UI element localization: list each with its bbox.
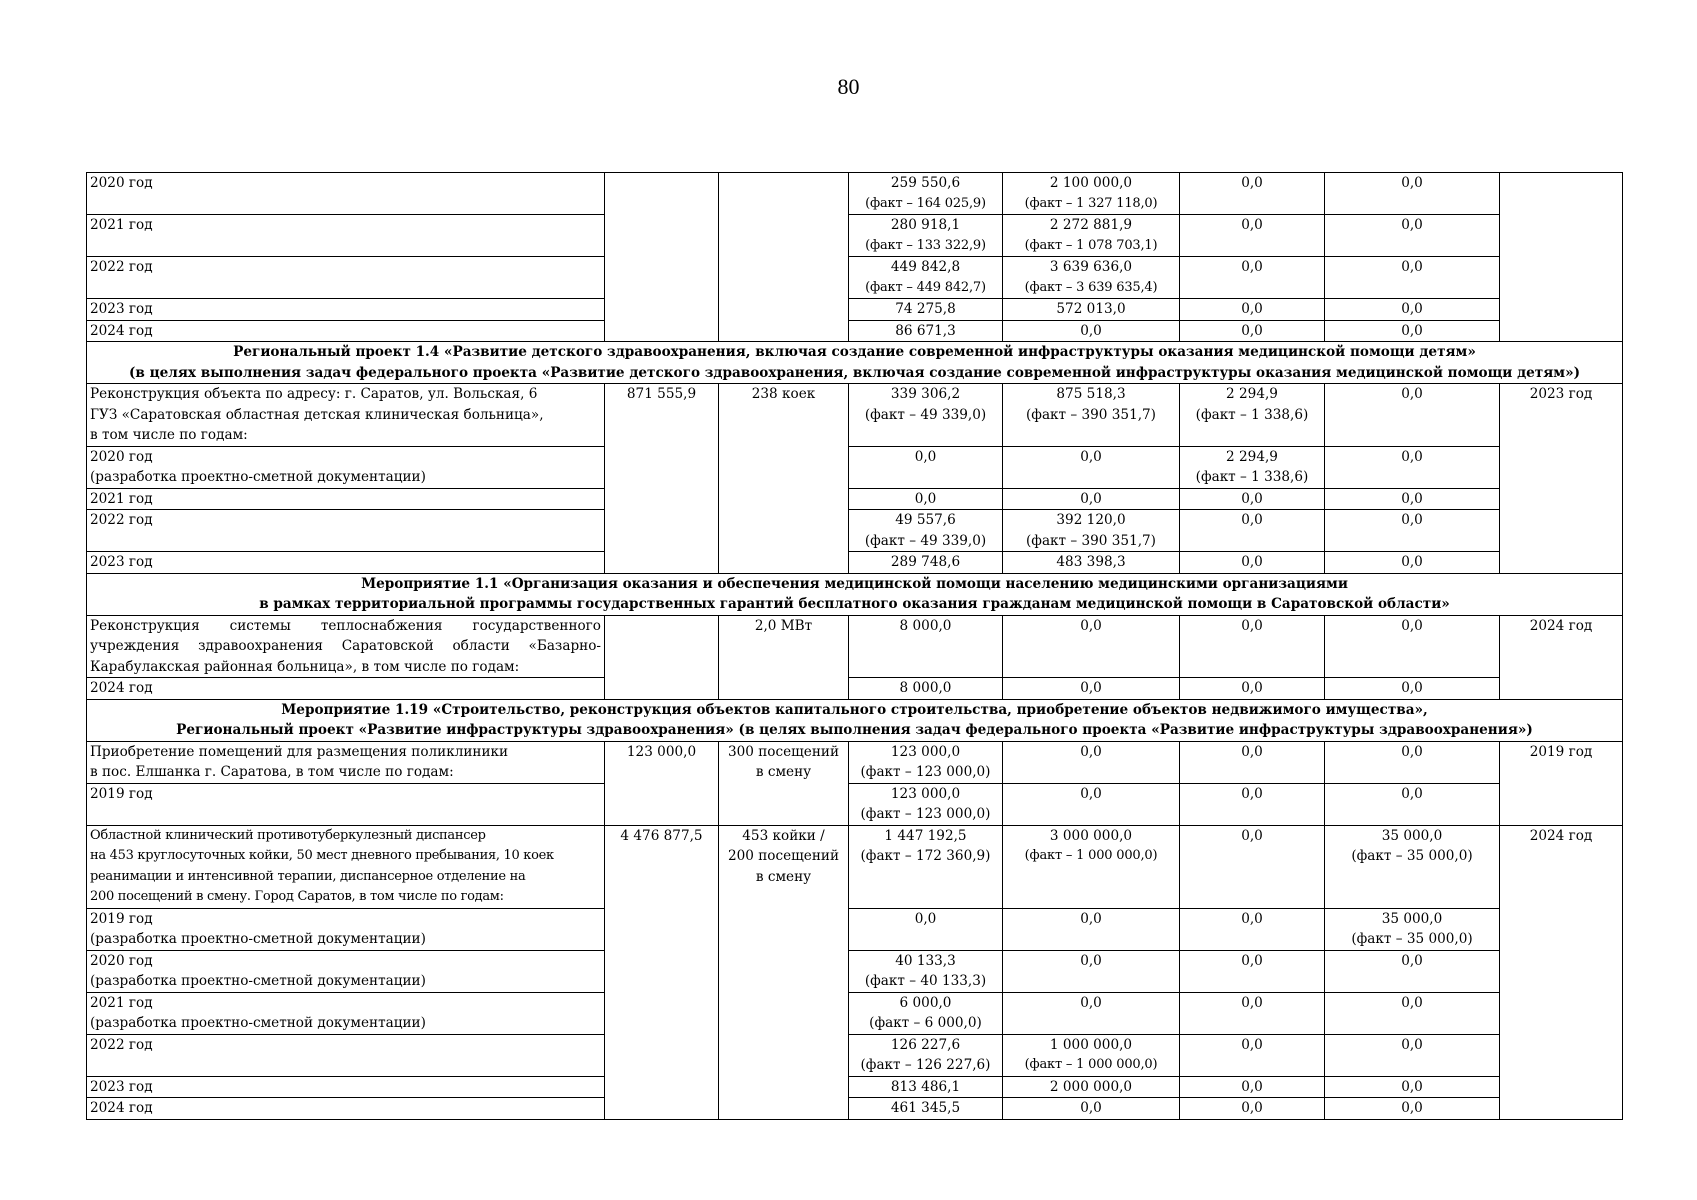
value-cell: 0,0 [1003, 783, 1180, 825]
value-cell: 0,0 [1180, 783, 1325, 825]
row-label: 2023 год [87, 299, 605, 321]
table-row [87, 741, 1623, 783]
value-cell: 0,0 [1325, 1076, 1500, 1098]
section-header: Региональный проект 1.4 «Развитие детского здравоохранения, включая создание современной инфраструктуры оказания медицинской помощи детям» (в целях выполнения задач федерального проекта «Развитие детского здравоохранения, включая создание современной инфраструктуры оказания медицинской помощи детям») [87, 342, 1623, 384]
value-cell: 0,0 [1180, 992, 1325, 1034]
row-label: 2021 год [87, 215, 605, 257]
value-cell: 0,0 [1180, 173, 1325, 215]
table-row [87, 615, 1623, 678]
row-label: 2024 год [87, 678, 605, 700]
table-row [87, 950, 1623, 992]
value-cell: 8 000,0 [849, 615, 1003, 678]
row-label: 2020 год (разработка проектно-сметной документации) [87, 446, 605, 488]
table-row [87, 1076, 1623, 1098]
table-row [87, 1098, 1623, 1120]
value-cell: 35 000,0 (факт – 35 000,0) [1325, 908, 1500, 950]
value-cell: 289 748,6 [849, 552, 1003, 574]
section-header: Мероприятие 1.19 «Строительство, реконструкция объектов капитального строительства, приобретение объектов недвижимого имущества», Региональный проект «Развитие инфраструктуры здравоохранения» (в целях выполнения задач федерального проекта «Развитие инфраструктуры здравоохранения») [87, 699, 1623, 741]
value-cell: 813 486,1 [849, 1076, 1003, 1098]
table-body [87, 173, 1623, 1120]
value-cell: 35 000,0 (факт – 35 000,0) [1325, 825, 1500, 908]
table-row [87, 488, 1623, 510]
value-cell: 0,0 [1003, 950, 1180, 992]
table-row [87, 299, 1623, 321]
section-header-row [87, 699, 1623, 741]
value-cell: 339 306,2 (факт – 49 339,0) [849, 384, 1003, 447]
value-cell: 0,0 [1003, 678, 1180, 700]
table-row [87, 510, 1623, 552]
value-cell: 0,0 [1180, 320, 1325, 342]
value-cell: 0,0 [1003, 615, 1180, 678]
value-cell: 0,0 [1003, 1098, 1180, 1120]
row-label: 2021 год [87, 488, 605, 510]
value-cell: 572 013,0 [1003, 299, 1180, 321]
value-cell: 0,0 [1180, 950, 1325, 992]
value-cell: 74 275,8 [849, 299, 1003, 321]
value-cell: 0,0 [849, 488, 1003, 510]
value-cell: 483 398,3 [1003, 552, 1180, 574]
table-row [87, 552, 1623, 574]
object-name: Реконструкция системы теплоснабжения государственного учреждения здравоохранения Саратовской области «Базарно-Карабулакская районная больница», в том числе по годам: [87, 615, 605, 678]
row-label: 2023 год [87, 1076, 605, 1098]
value-cell: 0,0 [1003, 488, 1180, 510]
cost-cell: 871 555,9 [605, 384, 719, 574]
object-name: Приобретение помещений для размещения поликлиники в пос. Елшанка г. Саратова, в том числе по годам: [87, 741, 605, 783]
value-cell: 0,0 [1180, 215, 1325, 257]
value-cell: 8 000,0 [849, 678, 1003, 700]
row-label: 2022 год [87, 257, 605, 299]
row-label: 2023 год [87, 552, 605, 574]
value-cell: 0,0 [1325, 215, 1500, 257]
row-label: 2020 год [87, 173, 605, 215]
capacity-cell: 238 коек [719, 384, 849, 574]
value-cell: 2 100 000,0 (факт – 1 327 118,0) [1003, 173, 1180, 215]
value-cell: 875 518,3 (факт – 390 351,7) [1003, 384, 1180, 447]
value-cell: 0,0 [1325, 1034, 1500, 1076]
table-row [87, 446, 1623, 488]
value-cell: 0,0 [1325, 1098, 1500, 1120]
value-cell: 0,0 [1180, 678, 1325, 700]
table-row [87, 1034, 1623, 1076]
year-cell: 2023 год [1500, 384, 1623, 574]
value-cell: 6 000,0 (факт – 6 000,0) [849, 992, 1003, 1034]
section-header-row [87, 573, 1623, 615]
row-label: 2019 год (разработка проектно-сметной документации) [87, 908, 605, 950]
table-row [87, 992, 1623, 1034]
value-cell: 0,0 [1180, 488, 1325, 510]
year-cell [1500, 173, 1623, 342]
value-cell: 2 000 000,0 [1003, 1076, 1180, 1098]
value-cell: 3 000 000,0 (факт – 1 000 000,0) [1003, 825, 1180, 908]
row-label: 2019 год [87, 783, 605, 825]
row-label: 2022 год [87, 510, 605, 552]
cost-cell [605, 173, 719, 342]
value-cell: 86 671,3 [849, 320, 1003, 342]
value-cell: 2 294,9 (факт – 1 338,6) [1180, 384, 1325, 447]
value-cell: 0,0 [1180, 908, 1325, 950]
value-cell: 0,0 [1180, 510, 1325, 552]
value-cell: 123 000,0 (факт – 123 000,0) [849, 741, 1003, 783]
row-label: 2021 год (разработка проектно-сметной документации) [87, 992, 605, 1034]
value-cell: 0,0 [1180, 257, 1325, 299]
year-cell: 2019 год [1500, 741, 1623, 825]
table-row [87, 215, 1623, 257]
row-label: 2024 год [87, 1098, 605, 1120]
value-cell: 0,0 [1325, 488, 1500, 510]
value-cell: 259 550,6 (факт – 164 025,9) [849, 173, 1003, 215]
table-row [87, 257, 1623, 299]
capacity-cell: 2,0 МВт [719, 615, 849, 699]
value-cell: 0,0 [1003, 446, 1180, 488]
value-cell: 0,0 [1325, 615, 1500, 678]
capacity-cell: 300 посещений в смену [719, 741, 849, 825]
value-cell: 0,0 [1325, 950, 1500, 992]
year-cell: 2024 год [1500, 615, 1623, 699]
value-cell: 0,0 [1325, 384, 1500, 447]
cost-cell [605, 615, 719, 699]
section-header: Мероприятие 1.1 «Организация оказания и обеспечения медицинской помощи населению медицинскими организациями в рамках территориальной программы государственных гарантий бесплатного оказания гражданам медицинской помощи в Саратовской области» [87, 573, 1623, 615]
value-cell: 0,0 [1003, 908, 1180, 950]
value-cell: 2 272 881,9 (факт – 1 078 703,1) [1003, 215, 1180, 257]
table-row [87, 320, 1623, 342]
value-cell: 0,0 [1003, 320, 1180, 342]
table-row [87, 678, 1623, 700]
value-cell: 392 120,0 (факт – 390 351,7) [1003, 510, 1180, 552]
financing-table [86, 172, 1623, 1120]
value-cell: 449 842,8 (факт – 449 842,7) [849, 257, 1003, 299]
value-cell: 0,0 [1325, 257, 1500, 299]
row-label: 2022 год [87, 1034, 605, 1076]
value-cell: 0,0 [1325, 173, 1500, 215]
object-name: Реконструкция объекта по адресу: г. Саратов, ул. Вольская, 6 ГУЗ «Саратовская областная детская клиническая больница», в том числе по годам: [87, 384, 605, 447]
value-cell: 1 447 192,5 (факт – 172 360,9) [849, 825, 1003, 908]
table-row [87, 825, 1623, 908]
value-cell: 0,0 [1325, 552, 1500, 574]
value-cell: 0,0 [1003, 992, 1180, 1034]
value-cell: 123 000,0 (факт – 123 000,0) [849, 783, 1003, 825]
value-cell: 1 000 000,0 (факт – 1 000 000,0) [1003, 1034, 1180, 1076]
table-row [87, 783, 1623, 825]
object-name: Областной клинический противотуберкулезный диспансер на 453 круглосуточных койки, 50 мест дневного пребывания, 10 коек реанимации и интенсивной терапии, диспансерное отделение на 200 посещений в смену. Город Саратов, в том числе по годам: [87, 825, 605, 908]
value-cell: 0,0 [1180, 1098, 1325, 1120]
value-cell: 0,0 [1325, 783, 1500, 825]
page-number: 80 [837, 74, 860, 99]
value-cell: 0,0 [1325, 299, 1500, 321]
section-header-row [87, 342, 1623, 384]
value-cell: 0,0 [849, 446, 1003, 488]
value-cell: 49 557,6 (факт – 49 339,0) [849, 510, 1003, 552]
table-row [87, 173, 1623, 215]
value-cell: 0,0 [1325, 678, 1500, 700]
row-label: 2024 год [87, 320, 605, 342]
value-cell: 280 918,1 (факт – 133 322,9) [849, 215, 1003, 257]
year-cell: 2024 год [1500, 825, 1623, 1119]
value-cell: 0,0 [1180, 1076, 1325, 1098]
cost-cell: 4 476 877,5 [605, 825, 719, 1119]
value-cell: 2 294,9 (факт – 1 338,6) [1180, 446, 1325, 488]
value-cell: 0,0 [1003, 741, 1180, 783]
value-cell: 40 133,3 (факт – 40 133,3) [849, 950, 1003, 992]
cost-cell: 123 000,0 [605, 741, 719, 825]
value-cell: 126 227,6 (факт – 126 227,6) [849, 1034, 1003, 1076]
row-label: 2020 год (разработка проектно-сметной документации) [87, 950, 605, 992]
value-cell: 0,0 [1180, 552, 1325, 574]
table-row [87, 908, 1623, 950]
value-cell: 0,0 [1180, 1034, 1325, 1076]
value-cell: 0,0 [1180, 825, 1325, 908]
value-cell: 0,0 [1325, 320, 1500, 342]
value-cell: 0,0 [1180, 615, 1325, 678]
value-cell: 0,0 [1325, 992, 1500, 1034]
value-cell: 0,0 [1325, 510, 1500, 552]
value-cell: 461 345,5 [849, 1098, 1003, 1120]
value-cell: 0,0 [1325, 446, 1500, 488]
value-cell: 3 639 636,0 (факт – 3 639 635,4) [1003, 257, 1180, 299]
value-cell: 0,0 [849, 908, 1003, 950]
capacity-cell: 453 койки / 200 посещений в смену [719, 825, 849, 1119]
value-cell: 0,0 [1180, 741, 1325, 783]
value-cell: 0,0 [1325, 741, 1500, 783]
value-cell: 0,0 [1180, 299, 1325, 321]
capacity-cell [719, 173, 849, 342]
table-row [87, 384, 1623, 447]
